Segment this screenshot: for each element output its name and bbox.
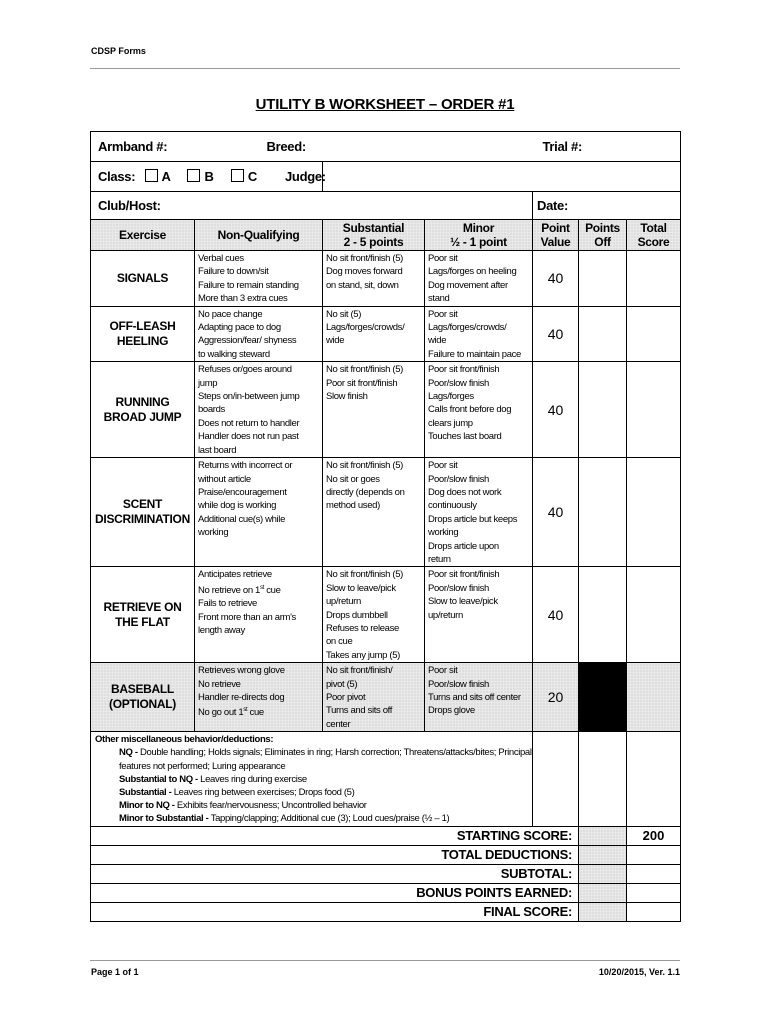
substantial-list <box>323 251 425 307</box>
minor-item: stand <box>428 293 450 305</box>
misc-title: Other miscellaneous behavior/deductions: <box>95 734 274 746</box>
exercise-name <box>91 458 195 567</box>
page-title: UTILITY B WORKSHEET – ORDER #1 <box>255 96 515 113</box>
class-b-label: B <box>204 169 214 184</box>
substantial-item: No sit front/finish/ <box>326 665 393 677</box>
minor-item: Touches last board <box>428 431 502 443</box>
club-label: Club/Host: <box>98 198 161 213</box>
non-qualifying-item: Front more than an arm's <box>198 611 296 623</box>
non-qualifying-item: Does not return to handler <box>198 417 300 429</box>
final-score-shaded <box>579 902 627 921</box>
substantial-item: Poor sit front/finish <box>326 377 398 389</box>
substantial-item: center <box>326 718 351 730</box>
exercise-row <box>91 306 681 362</box>
minor-item: Lags/forges on heeling <box>428 266 517 278</box>
point-value: 40 <box>533 362 579 458</box>
substantial-item: on stand, sit, down <box>326 279 399 291</box>
class-a-label: A <box>161 169 171 184</box>
minor-item: Poor sit front/finish <box>428 364 500 376</box>
exercise-name <box>91 251 195 307</box>
minor-item: Lags/forges <box>428 391 474 403</box>
substantial-list <box>323 567 425 663</box>
subtotal-shaded <box>579 864 627 883</box>
minor-list <box>425 251 533 307</box>
minor-list <box>425 306 533 362</box>
minor-item: Slow to leave/pick <box>428 596 498 608</box>
exercise-row <box>91 458 681 567</box>
minor-list <box>425 362 533 458</box>
substantial-list <box>323 306 425 362</box>
minor-item: Lags/forges/crowds/ <box>428 322 507 334</box>
minor-item: return <box>428 553 451 565</box>
non-qualifying-item: Additional cue(s) while <box>198 513 285 525</box>
non-qualifying-item: No go out 1st cue <box>198 707 264 719</box>
misc-deductions <box>91 732 533 826</box>
misc-row: Minor to NQ - Exhibits fear/nervousness; Uncontrolled behavior <box>119 800 367 812</box>
judge-field[interactable] <box>285 162 681 192</box>
total-score-cell[interactable] <box>627 251 681 307</box>
col-minor: Minor ½ - 1 point <box>425 220 533 251</box>
point-value: 40 <box>533 251 579 307</box>
non-qualifying-item: More than 3 extra cues <box>198 293 288 305</box>
exercise-name-line: HEELING <box>116 333 169 348</box>
non-qualifying-item: Failure to down/sit <box>198 266 269 278</box>
point-value: 20 <box>533 663 579 732</box>
class-label: Class: <box>98 169 136 184</box>
point-value: 40 <box>533 458 579 567</box>
substantial-item: Poor pivot <box>326 692 366 703</box>
minor-list <box>425 567 533 663</box>
substantial-list <box>323 458 425 567</box>
exercise-name-line: THE FLAT <box>115 614 170 629</box>
substantial-item: up/return <box>326 596 361 608</box>
non-qualifying-item: Steps on/in-between jump <box>198 391 300 403</box>
trial-field[interactable] <box>542 132 681 162</box>
minor-item: Poor sit <box>428 665 458 677</box>
misc-points-off[interactable] <box>579 732 627 826</box>
non-qualifying-item: No retrieve <box>198 678 241 690</box>
exercise-name <box>91 306 195 362</box>
non-qualifying-item: Verbal cues <box>198 253 244 264</box>
non-qualifying-item: Failure to remain standing <box>198 279 299 291</box>
misc-row: Substantial - Leaves ring between exercises; Drops food (5) <box>119 787 355 799</box>
non-qualifying-item: working <box>198 527 229 539</box>
minor-item: wide <box>428 335 447 347</box>
non-qualifying-item: Adapting pace to dog <box>198 322 281 334</box>
minor-item: Poor sit <box>428 460 458 472</box>
footer-page-number: Page 1 of 1 <box>91 967 139 977</box>
total-deductions-label: TOTAL DEDUCTIONS: <box>91 845 579 864</box>
minor-list <box>425 663 533 732</box>
subtotal-value[interactable] <box>627 864 681 883</box>
substantial-item: No sit (5) <box>326 308 362 320</box>
exercise-row <box>91 251 681 307</box>
class-c-checkbox[interactable] <box>231 169 244 182</box>
header-divider <box>90 68 680 69</box>
col-substantial: Substantial 2 - 5 points <box>323 220 425 251</box>
non-qualifying-item: No retrieve on 1st cue <box>198 584 281 596</box>
non-qualifying-item: Retrieves wrong glove <box>198 665 285 677</box>
non-qualifying-item: last board <box>198 444 237 456</box>
total-score-cell <box>627 663 681 732</box>
minor-item: Turns and sits off center <box>428 692 521 703</box>
minor-item: Calls front before dog <box>428 404 512 416</box>
non-qualifying-item: while dog is working <box>198 500 277 512</box>
non-qualifying-item: Aggression/fear/ shyness <box>198 335 297 347</box>
substantial-item: Slow finish <box>326 391 368 403</box>
starting-score-label: STARTING SCORE: <box>91 826 579 845</box>
col-exercise: Exercise <box>91 220 195 251</box>
col-points-off: Points Off <box>579 220 627 251</box>
total-deductions-value[interactable] <box>627 845 681 864</box>
substantial-item: Dog moves forward <box>326 266 403 278</box>
point-value: 40 <box>533 567 579 663</box>
non-qualifying-item: Returns with incorrect or <box>198 460 293 472</box>
substantial-item: Takes any jump (5) <box>326 649 400 661</box>
points-off-cell[interactable] <box>579 362 627 458</box>
subtotal-label: SUBTOTAL: <box>91 864 579 883</box>
non-qualifying-item: Handler re-directs dog <box>198 692 285 703</box>
exercise-name-line: BROAD JUMP <box>103 409 182 424</box>
minor-item: Poor/slow finish <box>428 377 489 389</box>
final-score-value[interactable] <box>627 902 681 921</box>
header-forms-label: CDSP Forms <box>91 46 146 56</box>
misc-point-value <box>533 732 579 826</box>
substantial-item: method used) <box>326 500 380 512</box>
exercise-name-line: SIGNALS <box>116 270 169 285</box>
non-qualifying-list <box>195 306 323 362</box>
exercise-rows <box>91 251 681 732</box>
substantial-item: No sit front/finish (5) <box>326 460 403 472</box>
minor-list <box>425 458 533 567</box>
misc-row: NQ - Double handling; Holds signals; Eliminates in ring; Harsh correction; Threatens/attacks/bites; Principal features not performed; Luring appearance <box>119 747 532 772</box>
substantial-item: Drops dumbbell <box>326 609 388 621</box>
col-point-value: Point Value <box>533 220 579 251</box>
points-off-cell[interactable] <box>579 306 627 362</box>
bonus-points-label: BONUS POINTS EARNED: <box>91 883 579 902</box>
substantial-item: No sit front/finish (5) <box>326 569 403 581</box>
class-c-label: C <box>247 169 257 184</box>
exercise-name-line: RUNNING <box>115 394 170 409</box>
minor-item: Drops article but keeps <box>428 513 518 525</box>
total-deductions-shaded <box>579 845 627 864</box>
minor-item: Poor/slow finish <box>428 473 489 485</box>
minor-item: continuously <box>428 500 477 512</box>
total-score-cell[interactable] <box>627 306 681 362</box>
non-qualifying-list <box>195 251 323 307</box>
trial-label: Trial #: <box>542 139 583 154</box>
date-field[interactable] <box>533 192 681 220</box>
substantial-list <box>323 663 425 732</box>
starting-score-value: 200 <box>627 826 681 845</box>
non-qualifying-item: Refuses or/goes around <box>198 364 292 376</box>
non-qualifying-item: Fails to retrieve <box>198 598 257 610</box>
non-qualifying-item: Handler does not run past <box>198 431 299 443</box>
non-qualifying-item: jump <box>198 377 218 389</box>
exercise-name-line: SCENT <box>122 497 163 512</box>
breed-label: Breed: <box>266 139 306 154</box>
point-value: 40 <box>533 306 579 362</box>
non-qualifying-list <box>195 362 323 458</box>
points-off-cell[interactable] <box>579 251 627 307</box>
minor-item: Dog does not work <box>428 486 502 498</box>
minor-item: Drops glove <box>428 705 475 717</box>
armband-field[interactable] <box>91 132 425 162</box>
substantial-item: on cue <box>326 636 353 648</box>
non-qualifying-item: length away <box>198 625 245 637</box>
minor-item: Poor sit <box>428 308 458 320</box>
exercise-name-line: DISCRIMINATION <box>95 512 190 527</box>
points-off-cell <box>579 663 627 732</box>
non-qualifying-item: Praise/encouragement <box>198 486 287 498</box>
exercise-name <box>91 567 195 663</box>
non-qualifying-list <box>195 567 323 663</box>
minor-item: up/return <box>428 609 463 621</box>
breed-field[interactable] <box>266 132 627 162</box>
substantial-item: Lags/forges/crowds/ <box>326 322 405 334</box>
non-qualifying-item: without article <box>198 473 251 485</box>
col-total-score: Total Score <box>627 220 681 251</box>
non-qualifying-list <box>195 663 323 732</box>
non-qualifying-item: No pace change <box>198 308 263 320</box>
minor-item: Poor/slow finish <box>428 582 489 594</box>
substantial-item: directly (depends on <box>326 486 405 498</box>
minor-item: clears jump <box>428 417 473 429</box>
misc-row: Minor to Substantial - Tapping/clapping; Additional cue (3); Loud cues/praise (½ – 1) <box>119 813 450 825</box>
exercise-name <box>91 362 195 458</box>
starting-score-shaded <box>579 826 627 845</box>
substantial-item: pivot (5) <box>326 678 358 690</box>
non-qualifying-item: Anticipates retrieve <box>198 569 272 581</box>
total-score-cell[interactable] <box>627 458 681 567</box>
points-off-cell[interactable] <box>579 458 627 567</box>
footer-version: 10/20/2015, Ver. 1.1 <box>598 967 680 977</box>
class-b-checkbox[interactable] <box>187 169 200 182</box>
final-score-label: FINAL SCORE: <box>91 902 579 921</box>
substantial-item: No sit front/finish (5) <box>326 253 403 264</box>
exercise-row <box>91 567 681 663</box>
non-qualifying-item: boards <box>198 404 225 416</box>
bonus-points-value[interactable] <box>627 883 681 902</box>
exercise-row <box>91 362 681 458</box>
exercise-name-line: BASEBALL <box>111 682 174 697</box>
minor-item: Dog movement after <box>428 279 508 291</box>
bonus-points-shaded <box>579 883 627 902</box>
minor-item: Poor sit front/finish <box>428 569 500 581</box>
judge-label: Judge: <box>285 169 326 184</box>
exercise-row <box>91 663 681 732</box>
minor-item: working <box>428 527 459 539</box>
armband-label: Armband #: <box>98 139 168 154</box>
substantial-item: wide <box>326 335 345 347</box>
minor-item: Failure to maintain pace <box>428 348 521 360</box>
col-non-qualifying: Non-Qualifying <box>195 220 323 251</box>
substantial-list <box>323 362 425 458</box>
substantial-item: Turns and sits off <box>326 705 393 717</box>
exercise-name-line: OFF-LEASH <box>109 318 176 333</box>
non-qualifying-list <box>195 458 323 567</box>
club-field[interactable] <box>91 192 533 220</box>
exercise-name-line: RETRIEVE ON <box>103 599 182 614</box>
misc-total[interactable] <box>627 732 681 826</box>
substantial-item: Slow to leave/pick <box>326 582 396 594</box>
minor-item: Drops article upon <box>428 540 499 552</box>
misc-row: Substantial to NQ - Leaves ring during exercise <box>119 773 307 785</box>
worksheet-table <box>90 131 681 922</box>
total-score-cell[interactable] <box>627 362 681 458</box>
minor-item: Poor sit <box>428 253 458 264</box>
minor-item: Poor/slow finish <box>428 678 489 690</box>
non-qualifying-item: to walking steward <box>198 348 270 360</box>
footer-divider <box>90 960 680 961</box>
date-label: Date: <box>537 198 569 213</box>
points-off-cell[interactable] <box>579 567 627 663</box>
exercise-name <box>91 663 195 732</box>
substantial-item: No sit or goes <box>326 473 380 485</box>
exercise-name-line: (OPTIONAL) <box>109 697 176 712</box>
total-score-cell[interactable] <box>627 567 681 663</box>
class-a-checkbox[interactable] <box>145 169 158 182</box>
substantial-item: No sit front/finish (5) <box>326 364 403 376</box>
substantial-item: Refuses to release <box>326 622 399 634</box>
